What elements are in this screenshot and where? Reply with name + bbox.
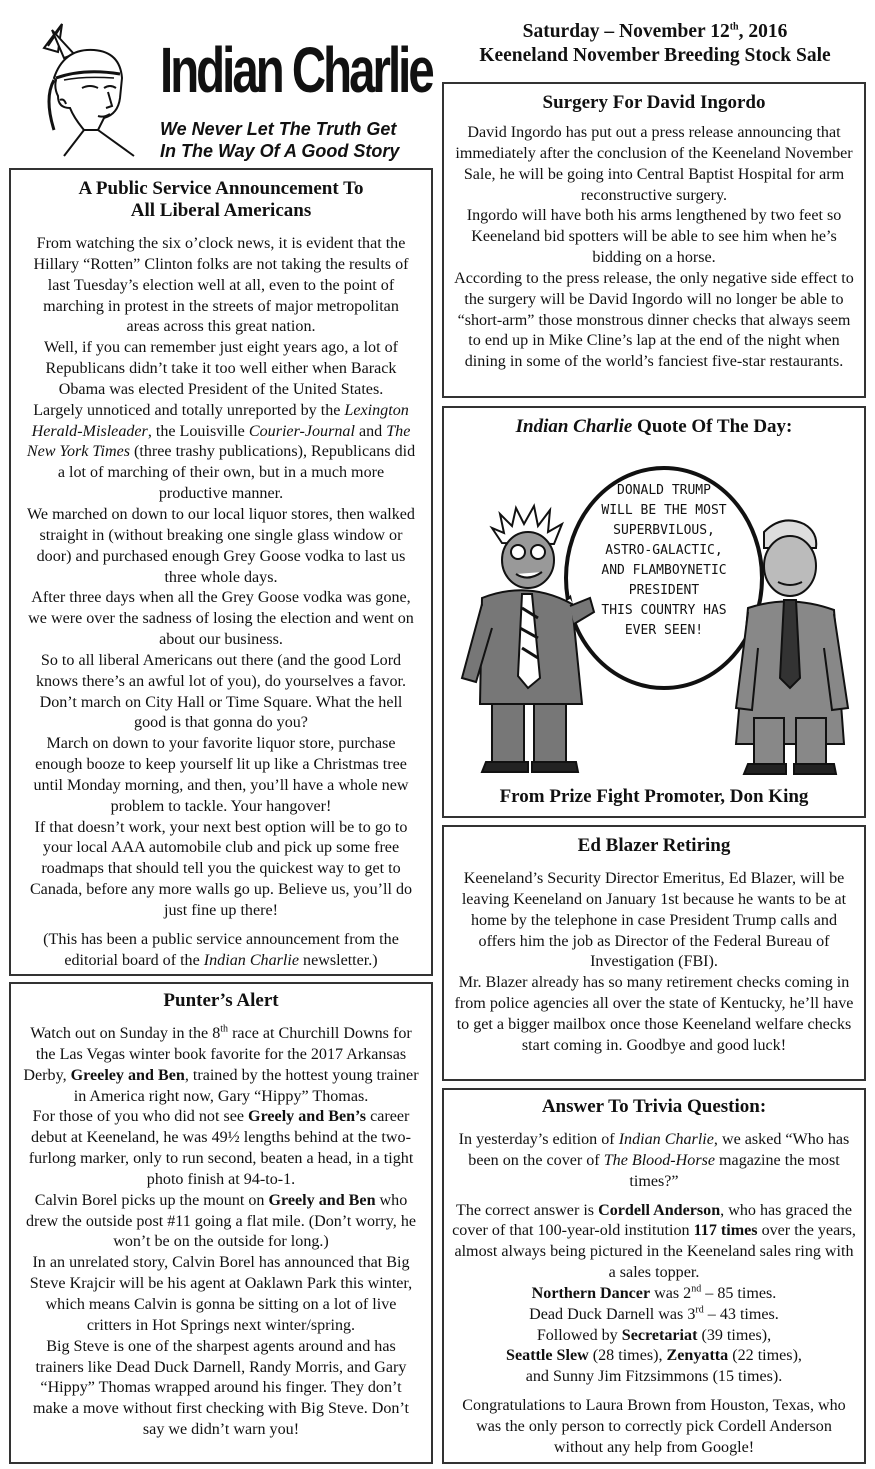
- event-name: Keeneland November Breeding Stock Sale: [479, 45, 831, 66]
- cartoon-illustration: [452, 448, 860, 782]
- blazer-paragraph: Keeneland’s Security Director Emeritus, Ed Blazer, will be leaving Keeneland on January 1st because he wants to be at home by the telephone in case President Trump calls and offers him the job as Director of the Federal Bureau of Investigation (FBI).: [461, 870, 847, 971]
- surgery-paragraph: Ingordo will have both his arms lengthened by two feet so Keeneland bid spotters will be able to see him when he’s bidding on a horse.: [466, 207, 842, 267]
- trivia-congrats: Congratulations to Laura Brown from Houston, Texas, who was the only person to correctly pick Cordell Anderson without any help from Google!: [462, 1397, 846, 1456]
- psa-signoff: (This has been a public service announcement from the editorial board of the Indian Charlie newsletter.): [43, 930, 399, 969]
- trivia-body: [452, 1130, 856, 1459]
- quote-of-the-day: [442, 406, 866, 818]
- psa-paragraph: Well, if you can remember just eight years ago, a lot of Republicans didn’t take it too well either when Barack Obama was elected President of the United States.: [44, 339, 398, 398]
- trivia-title: Answer To Trivia Question:: [541, 1096, 767, 1117]
- trivia-ranking: Northern Dancer was 2nd – 85 times.: [531, 1283, 777, 1302]
- psa-article: [9, 168, 433, 976]
- psa-paragraph: So to all liberal Americans out there (and the good Lord knows there’s an awful lot of you), do yourselves a favor. Don’t march on City Hall or Time Square. What the hell good is that gonna do you?: [35, 651, 407, 732]
- bubble-line: DONALD TRUMP: [617, 483, 711, 498]
- surgery-paragraph: David Ingordo has put out a press release announcing that immediately after the conclusion of the Keeneland November Sale, he will be going into Central Baptist Hospital for arm reconstructive surgery.: [455, 124, 853, 204]
- masthead-title: Indian Charlie: [160, 34, 432, 106]
- blazer-paragraph: Mr. Blazer already has so many retirement checks coming in from police agencies all over the state of Kentucky, he’ll have to get a bigger mailbox once those Keeneland welfare checks start coming in. Goodbye and good luck!: [454, 974, 854, 1054]
- trivia-ranking: and Sunny Jim Fitzsimmons (15 times).: [525, 1368, 783, 1386]
- psa-title-line-2: All Liberal Americans: [130, 200, 312, 221]
- punter-paragraph: For those of you who did not see Greely and Ben’s career debut at Keeneland, he was 49½ lengths behind at the two-furlong marker, only to run second, beaten a head, in a tight photo finish at 94-to-1.: [28, 1108, 414, 1188]
- bubble-line: ASTRO-GALACTIC,: [605, 543, 723, 558]
- punter-paragraph: Watch out on Sunday in the 8th race at Churchill Downs for the Las Vegas winter book favorite for the 2017 Arkansas Derby, Greeley and Ben, trained by the hottest young trainer in America right now, Gary “Hippy” Thomas.: [23, 1023, 419, 1105]
- ed-blazer-article: [442, 825, 866, 1081]
- quote-title: Indian Charlie Quote Of The Day:: [515, 416, 793, 437]
- tagline-line-2: In The Way Of A Good Story: [160, 141, 400, 161]
- bubble-line: SUPERBVILOUS,: [613, 523, 715, 538]
- trivia-ranking: Seattle Slew (28 times), Zenyatta (22 times),: [506, 1347, 802, 1365]
- punters-alert-body: [23, 1024, 419, 1441]
- ed-blazer-body: [452, 869, 856, 1057]
- bubble-line: EVER SEEN!: [624, 623, 704, 638]
- bubble-line: AND FLAMBOYNETIC: [601, 563, 727, 578]
- psa-body: [25, 234, 417, 972]
- punter-paragraph: Big Steve is one of the sharpest agents around and has trainers like Dead Duck Darnell, Randy Morris, and Gary “Hippy” Thomas wrapped around his finger. They don’t make a move without first checking with Big Steve. Don’t say we didn’t warn you!: [32, 1337, 410, 1439]
- trivia-question: In yesterday’s edition of Indian Charlie, we asked “Who has been on the cover of The Blood-Horse magazine the most times?”: [458, 1131, 850, 1190]
- trivia-ranking: Dead Duck Darnell was 3rd – 43 times.: [529, 1304, 779, 1323]
- psa-paragraph: We marched on down to our local liquor stores, then walked straight in (without breaking one single glass window or door) and purchased enough Grey Goose vodka to last us three whole days.: [27, 505, 415, 586]
- surgery-body: [454, 123, 854, 373]
- psa-paragraph: March on down to your favorite liquor store, purchase enough booze to keep yourself lit up like a Christmas tree until Monday morning, and then, you’ll have a whole new problem to tackle. Your hangover!: [33, 735, 409, 815]
- bubble-line: THIS COUNTRY HAS: [601, 603, 727, 618]
- date-suffix: th: [729, 21, 739, 33]
- psa-paragraph: Largely unnoticed and totally unreported by the Lexington Herald-Misleader, the Louisville Courier-Journal and The New York Times (three trashy publications), Republicans did a lot of marching of their own, but in a much more productive manner.: [26, 401, 416, 503]
- dateline: [445, 20, 865, 68]
- indian-head-logo-icon: [24, 18, 156, 158]
- psa-paragraph: From watching the six o’clock news, it is evident that the Hillary “Rotten” Clinton folks are not taking the results of last Tuesday’s election well at all, even to the point of marching in protest in the streets of major metropolitan areas across this great nation.: [33, 235, 409, 336]
- punters-alert-article: [9, 982, 433, 1464]
- surgery-title: Surgery For David Ingordo: [542, 92, 766, 113]
- trivia-answer: The correct answer is Cordell Anderson, who has graced the cover of that 100-year-old institution 117 times over the years, almost always being pictured in the Keeneland sales ring with a sales topper.: [452, 1201, 856, 1282]
- bubble-line: PRESIDENT: [628, 583, 700, 598]
- issue-date: [445, 20, 865, 44]
- psa-title: [25, 178, 417, 222]
- punter-paragraph: Calvin Borel picks up the mount on Greely and Ben who drew the outside post #11 going a flat mile. (Don’t worry, he won’t be on the outside for long.): [25, 1191, 417, 1251]
- surgery-article: [442, 82, 866, 398]
- speech-bubble: [566, 468, 762, 688]
- date-text: Saturday – November 12: [522, 21, 730, 42]
- punters-alert-title: Punter’s Alert: [163, 990, 279, 1011]
- psa-paragraph: After three days when all the Grey Goose vodka was gone, we were over the sadness of losing the election and went on about our business.: [28, 589, 414, 649]
- date-year: , 2016: [738, 21, 788, 42]
- trivia-answer-article: [442, 1088, 866, 1464]
- bubble-line: WILL BE THE MOST: [601, 503, 727, 518]
- tagline-line-1: We Never Let The Truth Get: [160, 119, 397, 139]
- punter-paragraph: In an unrelated story, Calvin Borel has announced that Big Steve Krajcir will be his agent at Oaklawn Park this winter, which means Calvin is gonna be sitting on a lot of live critters in Hot Springs next winter/spring.: [29, 1254, 413, 1334]
- ed-blazer-title: Ed Blazer Retiring: [577, 835, 731, 856]
- psa-paragraph: If that doesn’t work, your next best option will be to go to your local AAA automobile club and pick up some free roadmaps that should tell you the quickest way to get to Canada, before any more walls go up. Believe us, you’ll do just fine up there!: [29, 818, 413, 919]
- trivia-ranking: Followed by Secretariat (39 times),: [536, 1326, 772, 1344]
- masthead-tagline: [160, 118, 399, 162]
- quote-attribution: From Prize Fight Promoter, Don King: [499, 786, 809, 807]
- surgery-paragraph: According to the press release, the only negative side effect to the surgery will be David Ingordo will no longer be able to “short-arm” those monstrous dinner checks that always seem to end up in Mike Cline’s lap at the end of the night when dining in some of the world’s fanciest five-star restaurants.: [454, 269, 854, 371]
- psa-title-line-1: A Public Service Announcement To: [78, 178, 364, 199]
